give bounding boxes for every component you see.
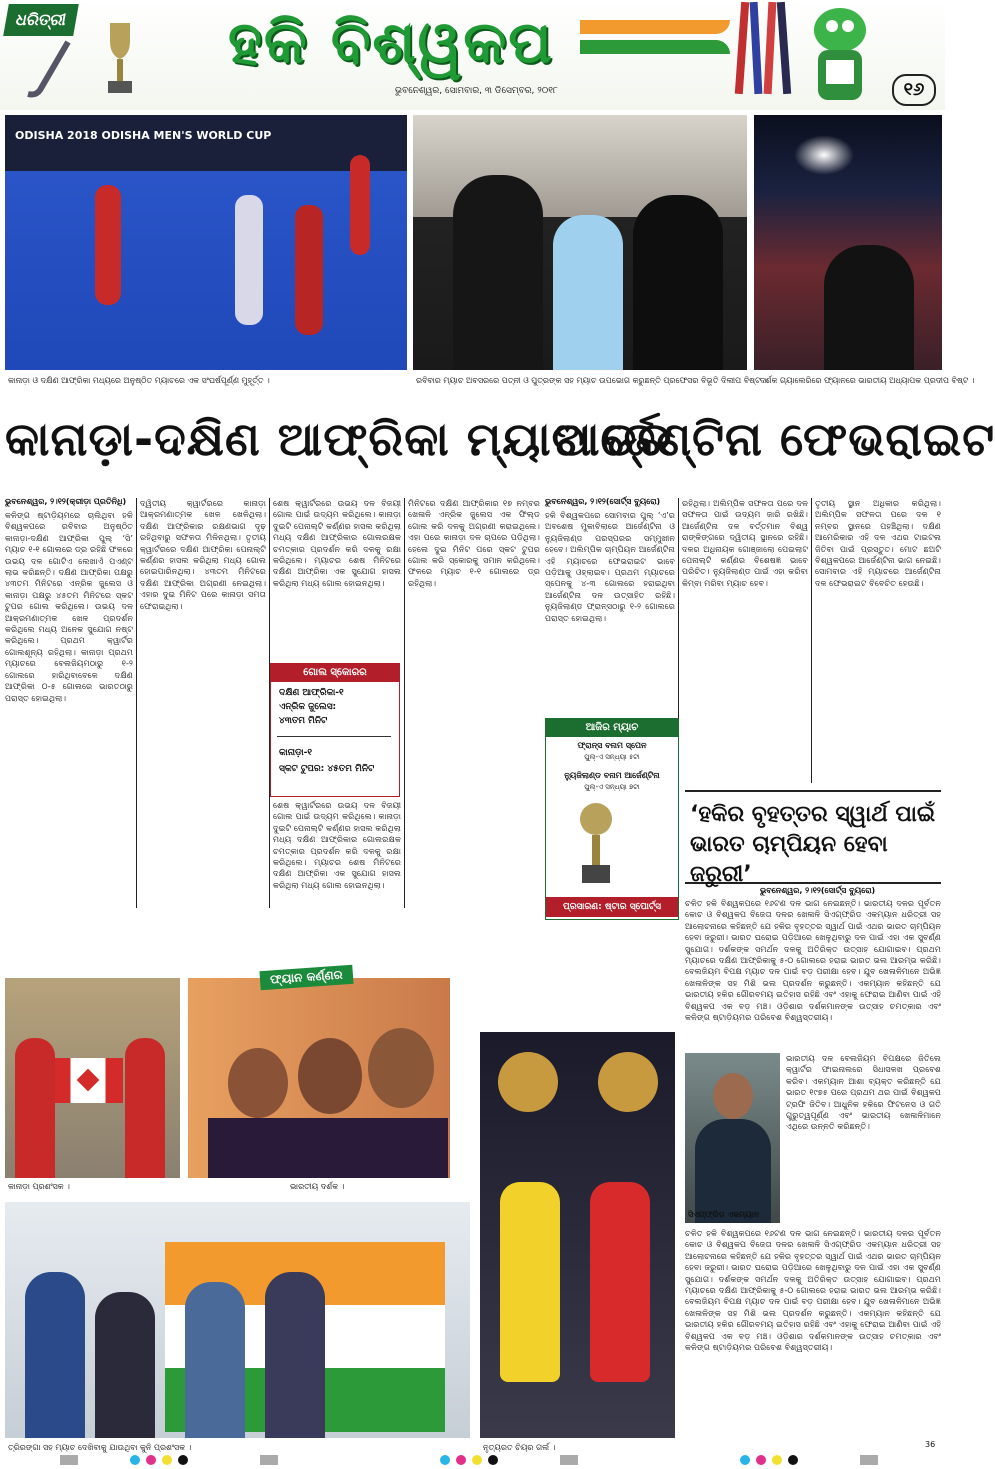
photo-cheerleaders xyxy=(480,1032,675,1438)
black-dot xyxy=(788,1455,798,1465)
grey-mark xyxy=(860,1455,878,1465)
scorer-name: ଏନ୍‌ରିକ ଜୁଲେସ: xyxy=(279,702,337,712)
hockey-stick-icon xyxy=(18,40,78,100)
pompom xyxy=(598,1052,658,1112)
photo-banner-text: ODISHA 2018 ODISHA MEN'S WORLD CUP xyxy=(15,129,272,142)
photo-caption: ସିଏଗ୍‌ଫ୍ରିଡ ଏକମ୍ୟାନ xyxy=(688,1210,759,1219)
page-title: ହକି ବିଶ୍ୱକପ xyxy=(228,8,554,76)
person-face xyxy=(228,1048,288,1118)
photo-canada-fans xyxy=(5,978,180,1178)
magenta-dot xyxy=(456,1455,466,1465)
player-figure xyxy=(350,155,370,255)
person-figure xyxy=(633,195,723,370)
main-headline: କାନାଡ଼ା-ଦକ୍ଷିଣ ଆଫ୍ରିକା ମ୍ୟାଚ ଡ୍ର xyxy=(5,412,674,466)
article-column: ରହିଥିଲା। ଅଲିମ୍ପିକ ସଫଳତା ପରେ ଦଳ ସଫଳତା ପାଇଁ ଉଦ୍ୟମ ଜାରି ରଖିଛି। ଆର୍ଜେଣ୍ଟିନା ଦଳ ବର୍ତ୍ତମାନ ବିଶ୍ୱ ରାଙ୍କିଙ୍ଗରେ ଦ୍ୱିତୀୟ ସ୍ଥାନରେ ରହିଛି। ଦଳର ଅଧିନାୟକ ଗୋଞ୍ଜାଲୋ ପେଇଲାଟ ପେନାଲ୍ଟି କର୍ଣ୍ଣର ବିଶେଷଜ୍ଞ ଭାବେ ପରିଚିତ। ନ୍ୟୁଜିଲାଣ୍ଡ ପାଇଁ ଏହା କରିବା କିମ୍ବା ମରିବା ମ୍ୟାଚ ହେବ। xyxy=(682,498,808,588)
person-head xyxy=(713,1073,753,1119)
column-divider xyxy=(811,498,812,783)
person-face xyxy=(368,1028,434,1108)
photo-caption: ଦର୍ଶକ ଗ୍ୟାଲେରିରେ ଫ୍ୟାନରେ ଭାରତୀୟ ଅଧ୍ୟାପକ ପ୍ରଦୀପ ବିଷ୍ଟ । xyxy=(760,376,975,385)
cyan-dot xyxy=(440,1455,450,1465)
article-body: ଭାରତୀୟ ଦଳ ବେଲଜିୟମ ବିପକ୍ଷରେ ଜିତିଲେ କ୍ୱାର୍ଟର ଫାଇନାଲରେ ସିଧାସଳଖ ପ୍ରବେଶ କରିବ। ଏକମ୍ୟାନ ଆଶା ବ୍ୟକ୍ତ କରିଛନ୍ତି ଯେ ଭାରତ ୧୯୭୫ ପରେ ପ୍ରଥମ ଥର ପାଇଁ ବିଶ୍ୱକପ ଟ୍ରଫି ଜିତିବ। ଆଧୁନିକ ହକିରେ ଫିଟନେସ ଓ ଗତି ଗୁରୁତ୍ୱପୂର୍ଣ୍ଣ ଏବଂ ଭାରତୀୟ ଖେଳାଳିମାନେ ଏଥିରେ ଉନ୍ନତି କରିଛନ୍ତି। xyxy=(786,1053,941,1132)
person-figure xyxy=(15,1038,55,1178)
match-info: ପୁଲ୍-ଏ ସନ୍ଧ୍ୟା ୭ଟା xyxy=(584,783,640,791)
black-dot xyxy=(488,1455,498,1465)
article-column: ମିନିଟରେ ଦକ୍ଷିଣ ଆଫ୍ରିକାର ୧୭ ନମ୍ବର ଖେଳାଳି ଏନ୍‌ରିକ ଜୁଲେସ ଏକ ଫିଲ୍ଡ ଗୋଲ କରି ଦଳକୁ ଅଗ୍ରଣୀ କରାଇଥିଲେ। ଏହା ପରେ କାନାଡ଼ା ଦଳ ଚାପରେ ପଡ଼ିଥିଲା। ହେଲେ ଦୁଇ ମିନିଟ ପରେ ସ୍କଟ ଟୁପର ଗୋଲ କରି ସ୍କୋରକୁ ସମାନ କରିଥିଲେ। ଫଳରେ ମ୍ୟାଚ ୧-୧ ଗୋଲରେ ଡ୍ର ରହିଥିଲା। xyxy=(408,498,540,588)
child-figure xyxy=(265,1272,325,1438)
pompom xyxy=(498,1052,558,1112)
newspaper-logo: ଧରିତ୍ରୀ xyxy=(3,4,79,36)
match-name: ଫ୍ରାନ୍ସ ବନାମ ସ୍ପେନ xyxy=(577,741,647,750)
child-figure xyxy=(95,1292,155,1438)
person-figure xyxy=(824,245,914,370)
photo-hockey-action xyxy=(5,115,407,370)
footer-page-number: 36 xyxy=(925,1440,936,1449)
child-figure xyxy=(25,1272,85,1438)
match-info: ପୁଲ୍-ଏ ସନ୍ଧ୍ୟା ୫ଟା xyxy=(584,753,640,761)
article-dateline: ଭୁବନେଶ୍ୱର, ୨।୧୨(ସୋର୍ଟ୍ସ ବ୍ୟୁରୋ) xyxy=(760,886,876,895)
fan-corner-banner: ଫ୍ୟାନ କର୍ଣ୍ଣର xyxy=(259,965,353,990)
photo-caption: କାନାଡ଼ା ପ୍ରଶଂସକ । xyxy=(8,1182,70,1191)
article-column: ହକି ବିଶ୍ୱକପରେ ସୋମବାର ପୁଲ୍ ‘ଏ’ର ଅବଶେଷ ମୁକାବିଲାରେ ଆର୍ଜେଣ୍ଟିନା ଓ ନ୍ୟୁଜିଲାଣ୍ଡ ପରସ୍ପରର ସମ୍ମୁଖୀନ ହେବେ। ଅଲିମ୍ପିକ ଚାମ୍ପିୟନ ଆର୍ଜେଣ୍ଟିନା ଏହି ମ୍ୟାଚରେ ଫେଭରାଇଟ ଭାବେ ପଡ଼ିଆକୁ ଓହ୍ଲାଇବ। ପ୍ରଥମ ମ୍ୟାଚରେ ସ୍ପେନକୁ ୪-୩ ଗୋଲରେ ହରାଇଥିବା ଆର୍ଜେଣ୍ଟିନା ଦଳ ଉତ୍ସାହିତ ରହିଛି। ନ୍ୟୁଜିଲାଣ୍ଡ ଫ୍ରାନ୍ସଠାରୁ ୧-୨ ଗୋଲରେ ପରାସ୍ତ ହୋଇଥିଲା। xyxy=(545,510,675,623)
column-divider xyxy=(404,498,405,908)
magenta-dot xyxy=(146,1455,156,1465)
dateline: ଭୁବନେଶ୍ୱର, ସୋମବାର, ୩ ଡିସେମ୍ବର, ୨୦୧୮ xyxy=(395,86,558,96)
person-figure xyxy=(453,175,543,370)
article-column: ଦ୍ୱିତୀୟ କ୍ୱାର୍ଟରରେ କାନାଡ଼ା ଆକ୍ରମଣାତ୍ମକ ଖେଳ ଖେଳିଥିଲା। ଦକ୍ଷିଣ ଆଫ୍ରିକାର ରକ୍ଷଣଭାଗ ଦୃଢ଼ ରହିଥିବାରୁ ସଫଳତା ମିଳିନଥିଲା। ତୃତୀୟ କ୍ୱାର୍ଟରରେ ଦକ୍ଷିଣ ଆଫ୍ରିକା ପେନାଲ୍ଟି କର୍ଣ୍ଣର ହାସଲ କରିଥିଲା ମଧ୍ୟ ଗୋଲ ହୋଇପାରିନଥିଲା। ୪୩ତମ ମିନିଟରେ ଦକ୍ଷିଣ ଆଫ୍ରିକା ଅଗ୍ରଣୀ ନେଇଥିଲା। ଏହାର ଦୁଇ ମିନିଟ ପରେ କାନାଡ଼ା ସମତା ଫେରାଇଥିଲା। xyxy=(140,498,266,611)
yellow-dot xyxy=(162,1455,172,1465)
column-divider xyxy=(136,498,137,908)
article-body: ଚଳିତ ହକି ବିଶ୍ୱକପରେ ୧୬ଟଣ ଦଳ ଭାଗ ନେଇଛନ୍ତି। ଭାରତୀୟ ଦଳର ପୂର୍ବତନ କୋଚ ଓ ବିଶ୍ୱକପ ବିଜେତା ଦଳର ଖେଳାଳି ସିଏଗ୍‌ଫ୍ରିଡ ଏକମ୍ୟାନ ଧରିତ୍ରୀ ସହ ଆଲୋଚନାରେ କହିଛନ୍ତି ଯେ ହକିର ବୃହତ୍ତର ସ୍ୱାର୍ଥ ପାଇଁ ଏଥର ଭାରତ ଚାମ୍ପିୟନ ହେବା ଜରୁରୀ। ଭାରତ ଘରୋଇ ପଡ଼ିଆରେ ଖେଳୁଥିବାରୁ ଦଳ ପାଇଁ ଏହା ଏକ ସୁବର୍ଣ୍ଣ ସୁଯୋଗ। ଦର୍ଶକଙ୍କ ସମର୍ଥନ ଦଳକୁ ଅତିରିକ୍ତ ଉତ୍ସାହ ଯୋଗାଇବ। ପ୍ରଥମ ମ୍ୟାଚରେ ଦକ୍ଷିଣ ଆଫ୍ରିକାକୁ ୫-୦ ଗୋଲରେ ହରାଇ ଭାରତ ଭଲ ଆରମ୍ଭ କରିଛି। ବେଲଜିୟମ ବିପକ୍ଷ ମ୍ୟାଚ ଦଳ ପାଇଁ ବଡ଼ ପରୀକ୍ଷା ହେବ। ଯୁବ ଖେଳାଳିମାନେ ଅଭିଜ୍ଞ ଖେଳାଳିଙ୍କ ସହ ମିଶି ଭଲ ପ୍ରଦର୍ଶନ କରୁଛନ୍ତି। ଏକମ୍ୟାନ କହିଛନ୍ତି ଯେ ଭାରତୀୟ ହକିର ଗୌରବମୟ ଇତିହାସ ରହିଛି ଏବଂ ଏହାକୁ ଫେରାଇ ଆଣିବା ପାଇଁ ଏହି ବିଶ୍ୱକପ ଏକ ବଡ଼ ମଞ୍ଚ। ଓଡ଼ିଶାର ଦର୍ଶକମାନଙ୍କ ଉତ୍ସାହ ଚମତ୍କାର ଏବଂ କଳିଙ୍ଗ ଷ୍ଟାଡ଼ିୟମର ପରିବେଶ ବିଶ୍ୱସ୍ତରୀୟ। xyxy=(685,1228,941,1353)
match-name: ନ୍ୟୁଜିଲାଣ୍ଡ ବନାମ ଆର୍ଜେଣ୍ଟିନା xyxy=(564,771,660,780)
canada-flag-icon xyxy=(53,1058,123,1103)
player-figure xyxy=(235,195,263,325)
article-column: ଶେଷ କ୍ୱାର୍ଟରରେ ଉଭୟ ଦଳ ବିଜୟୀ ଗୋଲ ପାଇଁ ଉଦ୍ୟମ କରିଥିଲେ। କାନାଡ଼ା ଦୁଇଟି ପେନାଲ୍ଟି କର୍ଣ୍ଣର ହାସଲ କରିଥିଲା ମଧ୍ୟ ଦକ୍ଷିଣ ଆଫ୍ରିକାର ଗୋଲରକ୍ଷକ ଚମତ୍କାର ପ୍ରଦର୍ଶନ କରି ଦଳକୁ ରକ୍ଷା କରିଥିଲେ। ମ୍ୟାଚର ଶେଷ ମିନିଟରେ ଦକ୍ଷିଣ ଆଫ୍ରିକା ଏକ ସୁଯୋଗ ହାସଲ କରିଥିଲା ମଧ୍ୟ ଗୋଲ ହୋଇନଥିଲା। xyxy=(273,498,401,588)
page-number: ୧୬ xyxy=(892,74,936,106)
masthead xyxy=(0,0,945,110)
person-face xyxy=(298,1038,362,1114)
cheerleader-figure xyxy=(590,1182,650,1382)
floodlight xyxy=(794,135,854,175)
box-title: ଗୋଲ ସ୍କୋରର xyxy=(271,664,399,682)
photo-kid-fans xyxy=(5,1202,470,1438)
mascot-icon xyxy=(800,2,880,108)
article-column: ଶେଷ କ୍ୱାର୍ଟରରେ ଉଭୟ ଦଳ ବିଜୟୀ ଗୋଲ ପାଇଁ ଉଦ୍ୟମ କରିଥିଲେ। କାନାଡ଼ା ଦୁଇଟି ପେନାଲ୍ଟି କର୍ଣ୍ଣର ହାସଲ କରିଥିଲା ମଧ୍ୟ ଦକ୍ଷିଣ ଆଫ୍ରିକାର ଗୋଲରକ୍ଷକ ଚମତ୍କାର ପ୍ରଦର୍ଶନ କରି ଦଳକୁ ରକ୍ଷା କରିଥିଲେ। ମ୍ୟାଚର ଶେଷ ମିନିଟରେ ଦକ୍ଷିଣ ଆଫ୍ରିକା ଏକ ସୁଯୋଗ ହାସଲ କରିଥିଲା ମଧ୍ୟ ଗୋଲ ହୋଇନଥିଲା। xyxy=(273,800,401,890)
broadcast-bar: ପ୍ରସାରଣ: ଷ୍ଟାର ସ୍ପୋର୍ଟ୍ସ xyxy=(546,897,678,917)
hockey-sticks-icon xyxy=(730,2,800,102)
box-title: ଆଜିର ମ୍ୟାଚ xyxy=(546,719,678,737)
photo-crowd-stadium xyxy=(754,115,942,370)
box-divider xyxy=(277,736,391,737)
photo-family-stands xyxy=(413,115,747,370)
trophy-icon xyxy=(576,799,616,889)
cyan-dot xyxy=(130,1455,140,1465)
photo-caption: ତ୍ରିରଙ୍ଗା ସହ ମ୍ୟାଚ ଦେଖିବାକୁ ଯାଉଥିବା କୁନି ପ୍ରଶଂସକ । xyxy=(8,1443,192,1452)
score-team: ଦକ୍ଷିଣ ଆଫ୍ରିକା-୧ xyxy=(279,688,344,698)
grey-mark xyxy=(560,1455,578,1465)
yellow-dot xyxy=(772,1455,782,1465)
grey-mark xyxy=(260,1455,278,1465)
photo-indian-fans xyxy=(188,978,450,1178)
score-team: କାନାଡ଼ା-୧ xyxy=(279,748,313,758)
photo-caption: ରବିବାର ମ୍ୟାଚ ଅବସରରେ ପତ୍ନୀ ଓ ପୁତ୍ରଙ୍କ ସହ ମ୍ୟାଚ ଉପଭୋଗ କରୁଛନ୍ତି ପ୍ରଫେସର ବିଭୂତି ଦିଲୀପ ବିଷ୍ଟ । xyxy=(416,376,767,385)
player-figure xyxy=(295,205,323,335)
cyan-dot xyxy=(740,1455,750,1465)
pull-quote: ‘ହକିର ବୃହତ୍ତର ସ୍ୱାର୍ଥ ପାଇଁ ଭାରତ ଚାମ୍ପିୟନ ହେବା ଜରୁରୀ’ xyxy=(690,802,936,887)
article-dateline: ଭୁବନେଶ୍ୱର, ୨।୧୨(ସୋର୍ଟ୍ସ ବ୍ୟୁରୋ) xyxy=(545,497,661,506)
article-body: ଚଳିତ ହକି ବିଶ୍ୱକପରେ ୧୬ଟଣ ଦଳ ଭାଗ ନେଇଛନ୍ତି। ଭାରତୀୟ ଦଳର ପୂର୍ବତନ କୋଚ ଓ ବିଶ୍ୱକପ ବିଜେତା ଦଳର ଖେଳାଳି ସିଏଗ୍‌ଫ୍ରିଡ ଏକମ୍ୟାନ ଧରିତ୍ରୀ ସହ ଆଲୋଚନାରେ କହିଛନ୍ତି ଯେ ହକିର ବୃହତ୍ତର ସ୍ୱାର୍ଥ ପାଇଁ ଏଥର ଭାରତ ଚାମ୍ପିୟନ ହେବା ଜରୁରୀ। ଭାରତ ଘରୋଇ ପଡ଼ିଆରେ ଖେଳୁଥିବାରୁ ଦଳ ପାଇଁ ଏହା ଏକ ସୁବର୍ଣ୍ଣ ସୁଯୋଗ। ଦର୍ଶକଙ୍କ ସମର୍ଥନ ଦଳକୁ ଅତିରିକ୍ତ ଉତ୍ସାହ ଯୋଗାଇବ। ପ୍ରଥମ ମ୍ୟାଚରେ ଦକ୍ଷିଣ ଆଫ୍ରିକାକୁ ୫-୦ ଗୋଲରେ ହରାଇ ଭାରତ ଭଲ ଆରମ୍ଭ କରିଛି। ବେଲଜିୟମ ବିପକ୍ଷ ମ୍ୟାଚ ଦଳ ପାଇଁ ବଡ଼ ପରୀକ୍ଷା ହେବ। ଯୁବ ଖେଳାଳିମାନେ ଅଭିଜ୍ଞ ଖେଳାଳିଙ୍କ ସହ ମିଶି ଭଲ ପ୍ରଦର୍ଶନ କରୁଛନ୍ତି। ଏକମ୍ୟାନ କହିଛନ୍ତି ଯେ ଭାରତୀୟ ହକିର ଗୌରବମୟ ଇତିହାସ ରହିଛି ଏବଂ ଏହାକୁ ଫେରାଇ ଆଣିବା ପାଇଁ ଏହି ବିଶ୍ୱକପ ଏକ ବଡ଼ ମଞ୍ଚ। ଓଡ଼ିଶାର ଦର୍ଶକମାନଙ୍କ ଉତ୍ସାହ ଚମତ୍କାର ଏବଂ କଳିଙ୍ଗ ଷ୍ଟାଡ଼ିୟମର ପରିବେଶ ବିଶ୍ୱସ୍ତରୀୟ। xyxy=(685,898,941,1023)
magenta-dot xyxy=(756,1455,766,1465)
person-body xyxy=(208,1118,448,1178)
yellow-dot xyxy=(472,1455,482,1465)
player-figure xyxy=(95,185,121,305)
grey-mark xyxy=(60,1455,78,1465)
article-column: ତୃତୀୟ ସ୍ଥାନ ଅଧିକାର କରିଥିଲା। ଅଲିମ୍ପିକ ସଫଳତା ପରେ ଦଳ ୧ ନମ୍ବର ସ୍ଥାନରେ ପହଞ୍ଚିଥିଲା। ଦକ୍ଷିଣ ଆମେରିକାର ଏହି ଦଳ ଏଥର ଟାଇଟଲ ଜିତିବା ପାଇଁ ପ୍ରସ୍ତୁତ। ମୋଟ ଛଅଟି ବିଶ୍ୱକପରେ ଆର୍ଜେଣ୍ଟିନା ଭାଗ ନେଇଛି। ସୋମବାର ଏହି ମ୍ୟାଚରେ ଆର୍ଜେଣ୍ଟିନା ଦଳ ଫେଭରାଇଟ ବିବେଚିତ ହେଉଛି। xyxy=(815,498,941,588)
article-dateline: ଭୁବନେଶ୍ୱର, ୨।୧୨(କ୍ରୀଡ଼ା ପ୍ରତିନିଧି) xyxy=(5,497,127,506)
second-headline: ଆର୍ଜେଣ୍ଟିନା ଫେଭରାଇଟ xyxy=(555,412,995,466)
today-match-box xyxy=(545,718,679,920)
scorer-name: ସ୍କଟ ଟୁପର: ୪୫ତମ ମିନିଟ xyxy=(279,764,375,774)
black-dot xyxy=(178,1455,188,1465)
tricolor-stripe xyxy=(580,20,730,80)
person-figure xyxy=(553,215,623,370)
trophy-icon xyxy=(100,18,140,100)
article-column: କଳିଙ୍ଗ ଷ୍ଟାଡ଼ିୟମରେ ଚାଲିଥିବା ହକି ବିଶ୍ୱକପରେ ରବିବାର ଅନୁଷ୍ଠିତ କାନାଡ଼ା-ଦକ୍ଷିଣ ଆଫ୍ରିକା ପୁଲ୍ ‘ସି’ ମ୍ୟାଚ ୧-୧ ଗୋଲରେ ଡ୍ର ରହିଛି ଫଳରେ ଉଭୟ ଦଳ ଗୋଟିଏ ଲେଖାଏଁ ପଏଣ୍ଟ ଲାଭ କରିଛନ୍ତି। ଦକ୍ଷିଣ ଆଫ୍ରିକା ପକ୍ଷରୁ ୪୩ତମ ମିନିଟରେ ଏନ୍‌ରିକ ଜୁଲେସ ଓ କାନାଡ଼ା ପକ୍ଷରୁ ୪୫ତମ ମିନିଟରେ ସ୍କଟ ଟୁପର ଗୋଲ କରିଥିଲେ। ଉଭୟ ଦଳ ଆକ୍ରମଣାତ୍ମକ ଖେଳ ପ୍ରଦର୍ଶନ କରିଥିଲେ ମଧ୍ୟ ଅନେକ ସୁଯୋଗ ନଷ୍ଟ କରିଥିଲେ। ପ୍ରଥମ କ୍ୱାର୍ଟର ଗୋଲଶୂନ୍ୟ ରହିଥିଲା। କାନାଡ଼ା ପ୍ରଥମ ମ୍ୟାଚରେ ବେଲଜିୟମଠାରୁ ୧-୨ ଗୋଲରେ ହାରିଥିବାବେଳେ ଦକ୍ଷିଣ ଆଫ୍ରିକା ୦-୫ ଗୋଲରେ ଭାରତଠାରୁ ପରାସ୍ତ ହୋଇଥିଲା। xyxy=(5,510,133,703)
goal-scorer-box xyxy=(270,663,400,797)
photo-caption: ନୃତ୍ୟରତ ଚିୟର ଗର୍ଲ । xyxy=(483,1443,556,1452)
person-body xyxy=(695,1119,771,1223)
child-figure xyxy=(185,1282,245,1438)
cheerleader-figure xyxy=(500,1182,560,1382)
portrait-photo xyxy=(685,1053,780,1223)
person-figure xyxy=(125,1038,165,1178)
photo-caption: କାନାଡ଼ା ଓ ଦକ୍ଷିଣ ଆଫ୍ରିକା ମଧ୍ୟରେ ଅନୁଷ୍ଠିତ ମ୍ୟାଚରେ ଏକ ସଂଘର୍ଷପୂର୍ଣ୍ଣ ମୁହୂର୍ତ୍ତ । xyxy=(8,376,270,385)
goal-time: ୪୩ତମ ମିନିଟ xyxy=(279,716,328,726)
photo-caption: ଭାରତୀୟ ଦର୍ଶକ । xyxy=(290,1182,345,1191)
